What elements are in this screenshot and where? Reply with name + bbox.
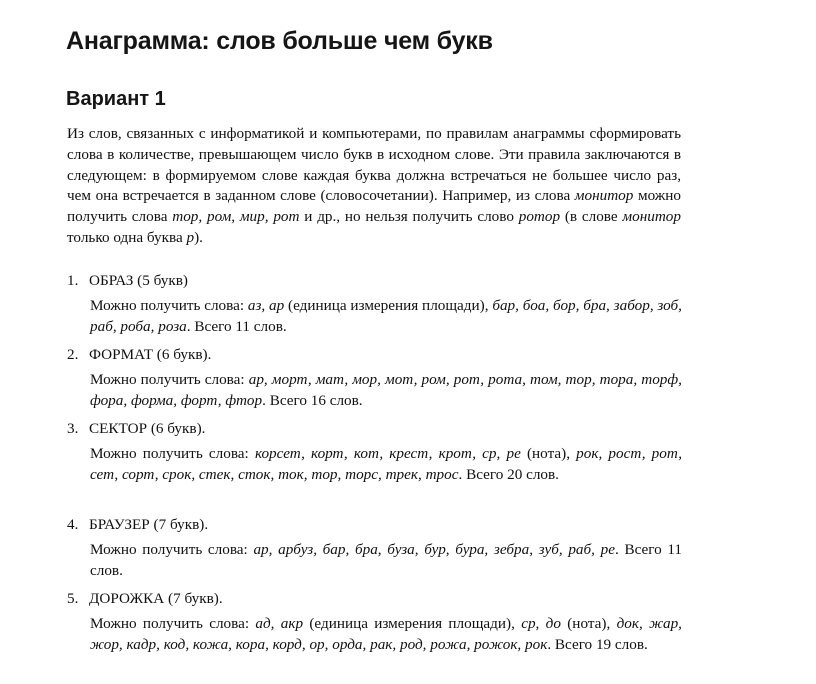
item-note: (единица измерения площади),: [284, 296, 493, 314]
intro-text-2: можно получить слова: [67, 187, 681, 226]
page-title: Анаграмма: слов больше чем букв: [66, 27, 493, 55]
variant-heading: Вариант 1: [66, 88, 166, 110]
item-heading: [67, 515, 682, 536]
intro-invalid-word: ротор: [518, 208, 561, 226]
item-lead: Можно получить слова:: [90, 444, 255, 462]
list-item: [67, 419, 682, 485]
item-body: [67, 444, 682, 486]
item-heading: [67, 345, 682, 366]
intro-text-3: и др., но нельзя получить слово: [299, 208, 519, 226]
list-item: [67, 271, 682, 337]
item-body: [67, 540, 682, 582]
item-number: 5.: [67, 590, 79, 607]
item-word: ОБРАЗ (5 букв): [89, 272, 188, 289]
item-words: ср, до: [521, 614, 561, 632]
item-total: . Всего 11 слов.: [186, 317, 287, 335]
item-lead: Можно получить слова:: [90, 296, 248, 314]
intro-text-4: (в слове: [560, 208, 623, 226]
item-words: рок, рост, рот, сет, сорт, срок, стек, сток, ток, тор, торс, трек, трос: [90, 444, 682, 483]
item-heading: [67, 589, 682, 610]
item-total: . Всего 19 слов.: [547, 635, 648, 653]
intro-text-1: Из слов, связанных с информатикой и компьютерами, по правилам анаграммы сформировать слова в количестве, превышающем число букв в исходном слове. Эти правила заключаются в следующем: в формируемом слове каждая буква должна встречаться не большее число раз, чем она встречается в заданном слове (словосочетании). Например, из слова: [67, 125, 681, 205]
intro-letter: р: [186, 228, 195, 246]
item-note: (нота),: [520, 444, 577, 462]
item-number: 4.: [67, 516, 79, 533]
item-total: . Всего 20 слов.: [458, 465, 559, 483]
intro-text-6: ).: [194, 228, 203, 246]
item-word: ФОРМАТ (6 букв).: [89, 346, 212, 363]
item-words: ар, морт, мат, мор, мот, ром, рот, рота, том, тор, тора, торф, фора, форма, форт, фтор: [90, 370, 682, 409]
list-item: [67, 515, 682, 581]
list-item: [67, 589, 682, 655]
item-word: БРАУЗЕР (7 букв).: [89, 516, 209, 533]
intro-text-5: только одна буква: [67, 228, 187, 246]
item-words: ад, акр: [255, 614, 304, 632]
item-number: 3.: [67, 420, 79, 437]
item-words: док, жар, жор, кадр, код, кожа, кора, корд, ор, орда, рак, род, рожа, рожок, рок: [90, 614, 682, 653]
item-number: 2.: [67, 346, 79, 363]
item-total: . Всего 16 слов.: [262, 391, 363, 409]
item-word: СЕКТОР (6 букв).: [89, 420, 206, 437]
item-words: ар, арбуз, бар, бра, буза, бур, бура, зебра, зуб, раб, ре: [253, 540, 615, 558]
item-note: (нота),: [560, 614, 617, 632]
intro-paragraph: [67, 124, 681, 249]
item-words: аз, ар: [247, 296, 285, 314]
intro-example-word-2: монитор: [622, 208, 681, 226]
intro-example-word: монитор: [574, 187, 634, 205]
item-heading: [67, 271, 682, 292]
item-lead: Можно получить слова:: [90, 540, 254, 558]
list-item: [67, 345, 682, 411]
item-word: ДОРОЖКА (7 букв).: [89, 590, 223, 607]
item-note: (единица измерения площади),: [303, 614, 522, 632]
item-total: . Всего 11 слов.: [90, 540, 682, 579]
item-words: корсет, корт, кот, крест, крот, ср, ре: [254, 444, 521, 462]
item-heading: [67, 419, 682, 440]
item-body: [67, 296, 682, 338]
item-lead: Можно получить слова:: [90, 614, 256, 632]
item-number: 1.: [67, 272, 79, 289]
item-body: [67, 370, 682, 412]
item-words: бар, боа, бор, бра, забор, зоб, раб, роба, роза: [90, 296, 682, 335]
item-body: [67, 614, 682, 656]
item-lead: Можно получить слова:: [90, 370, 249, 388]
intro-derived-words: тор, ром, мир, рот: [172, 208, 300, 226]
